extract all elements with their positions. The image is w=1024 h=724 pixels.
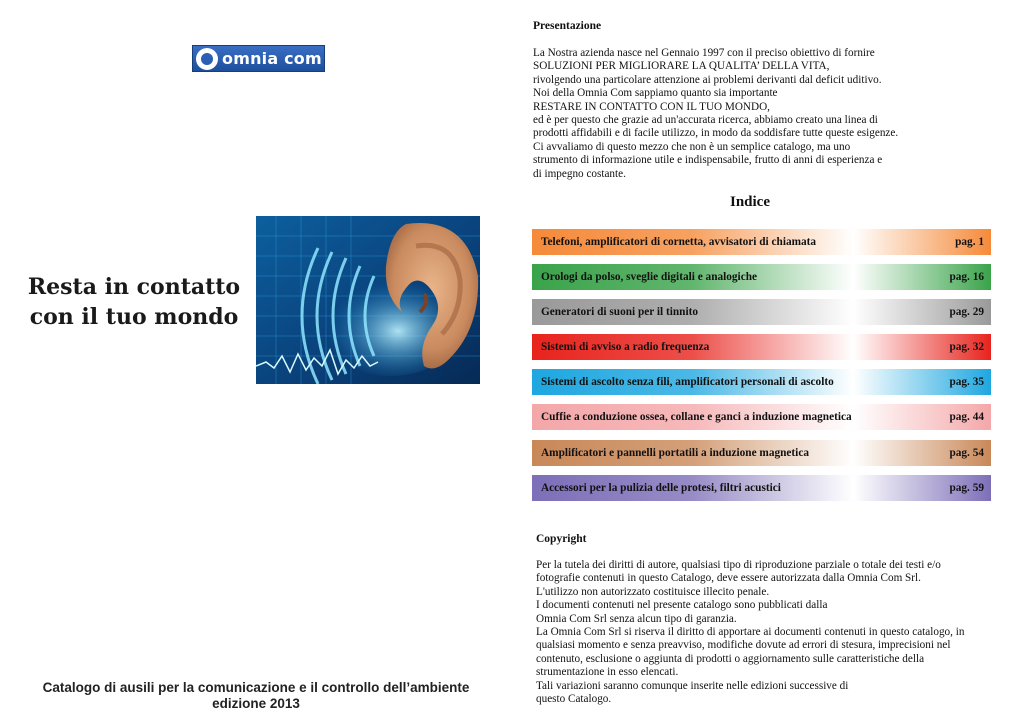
catalog-caption [14, 680, 498, 712]
text-line: strumento di informazione utile e indispensabile, frutto di anni di esperienza e [533, 154, 883, 167]
index-item-page: pag. 32 [949, 341, 984, 353]
caption-edition: edizione 2013 [212, 696, 300, 711]
text-line: Ci avvaliamo di questo mezzo che non è un semplice catalogo, ma uno [533, 140, 851, 153]
index-item-page: pag. 35 [949, 376, 984, 388]
text-line: SOLUZIONI PER MIGLIORARE LA QUALITA’ DELLA VITA, [533, 60, 830, 73]
slogan-line: con il tuo mondo [29, 304, 239, 330]
text-line: RESTARE IN CONTATTO CON IL TUO MONDO, [533, 100, 770, 113]
text-line: fotografie contenuti in questo Catalogo, deve essere autorizzata dalla Omnia Com Srl. [536, 572, 921, 585]
text-line: strumentazione in esso elencati. [536, 666, 679, 679]
text-line: La Nostra azienda nasce nel Gennaio 1997 con il preciso obiettivo di fornire [533, 47, 875, 59]
text-line: rivolgendo una particolare attenzione ai problemi derivanti dal deficit uditivo. [533, 73, 882, 86]
text-line: Tali variazioni saranno comunque inserite nelle edizioni successive di [536, 679, 849, 692]
company-logo [192, 45, 325, 72]
index-item-label: Cuffie a conduzione ossea, collane e ganci a induzione magnetica [541, 411, 852, 423]
index-item-page: pag. 1 [955, 236, 984, 248]
logo-text: omnia com [222, 49, 322, 68]
index-item[interactable] [532, 404, 991, 430]
text-line: prodotti affidabili e di facile utilizzo, in modo da soddisfare tutte queste esigenze. [533, 127, 899, 140]
index-item[interactable] [532, 229, 991, 255]
text-line: di impegno costante. [533, 167, 626, 180]
caption-line: Catalogo di ausili per la comunicazione e il controllo dell’ambiente [42, 680, 470, 695]
indice-title: Indice [729, 194, 770, 210]
index-item-label: Accessori per la pulizia delle protesi, filtri acustici [541, 482, 781, 494]
index-item[interactable] [532, 440, 991, 466]
text-line: Noi della Omnia Com sappiamo quanto sia importante [533, 87, 778, 100]
index-item[interactable] [532, 475, 991, 501]
index-item[interactable] [532, 299, 991, 325]
presentazione-title: Presentazione [533, 20, 602, 32]
text-line: ed è per questo che grazie ad un'accurata ricerca, abbiamo creato una linea di [533, 114, 878, 127]
text-line: La Omnia Com Srl si riserva il diritto di apportare ai documenti contenuti in questo catalogo, in [536, 626, 965, 639]
index-item-label: Generatori di suoni per il tinnito [541, 306, 699, 318]
text-line: contenuto, esclusione o aggiunta di prodotti o aggiornamento sulle caratteristiche della [536, 652, 925, 665]
index-item-label: Orologi da polso, sveglie digitali e analogiche [541, 271, 758, 283]
index-item-page: pag. 16 [949, 271, 984, 283]
copyright-body [536, 559, 1016, 706]
index-item-label: Sistemi di ascolto senza fili, amplificatori personali di ascolto [541, 376, 834, 388]
slogan-line: Resta in contatto [27, 274, 241, 300]
index-item-label: Telefoni, amplificatori di cornetta, avvisatori di chiamata [541, 236, 817, 248]
text-line: I documenti contenuti nel presente catalogo sono pubblicati dalla [536, 599, 828, 612]
presentazione-body [533, 47, 1003, 181]
text-line: Omnia Com Srl senza alcun tipo di garanzia. [536, 612, 737, 625]
text-line: L'utilizzo non autorizzato costituisce illecito penale. [536, 585, 770, 598]
index-item[interactable] [532, 334, 991, 360]
slogan [20, 272, 248, 332]
index-item-page: pag. 54 [949, 447, 984, 459]
copyright-title: Copyright [536, 533, 587, 545]
text-line: Per la tutela dei diritti di autore, qualsiasi tipo di riproduzione parziale o totale dei testi e/o [536, 559, 941, 571]
text-line: questo Catalogo. [536, 693, 612, 706]
index-item-page: pag. 44 [949, 411, 984, 423]
index-item-page: pag. 29 [949, 306, 984, 318]
ear-photo [256, 216, 480, 384]
index-item-label: Sistemi di avviso a radio frequenza [541, 341, 710, 353]
index-item[interactable] [532, 264, 991, 290]
index-item-page: pag. 59 [949, 482, 984, 494]
logo-mark-icon [196, 48, 218, 70]
index-item[interactable] [532, 369, 991, 395]
text-line: qualsiasi momento e senza preavviso, modifiche dovute ad errori di stesura, imprecisioni nel [536, 639, 951, 652]
index-item-label: Amplificatori e pannelli portatili a induzione magnetica [541, 447, 809, 459]
